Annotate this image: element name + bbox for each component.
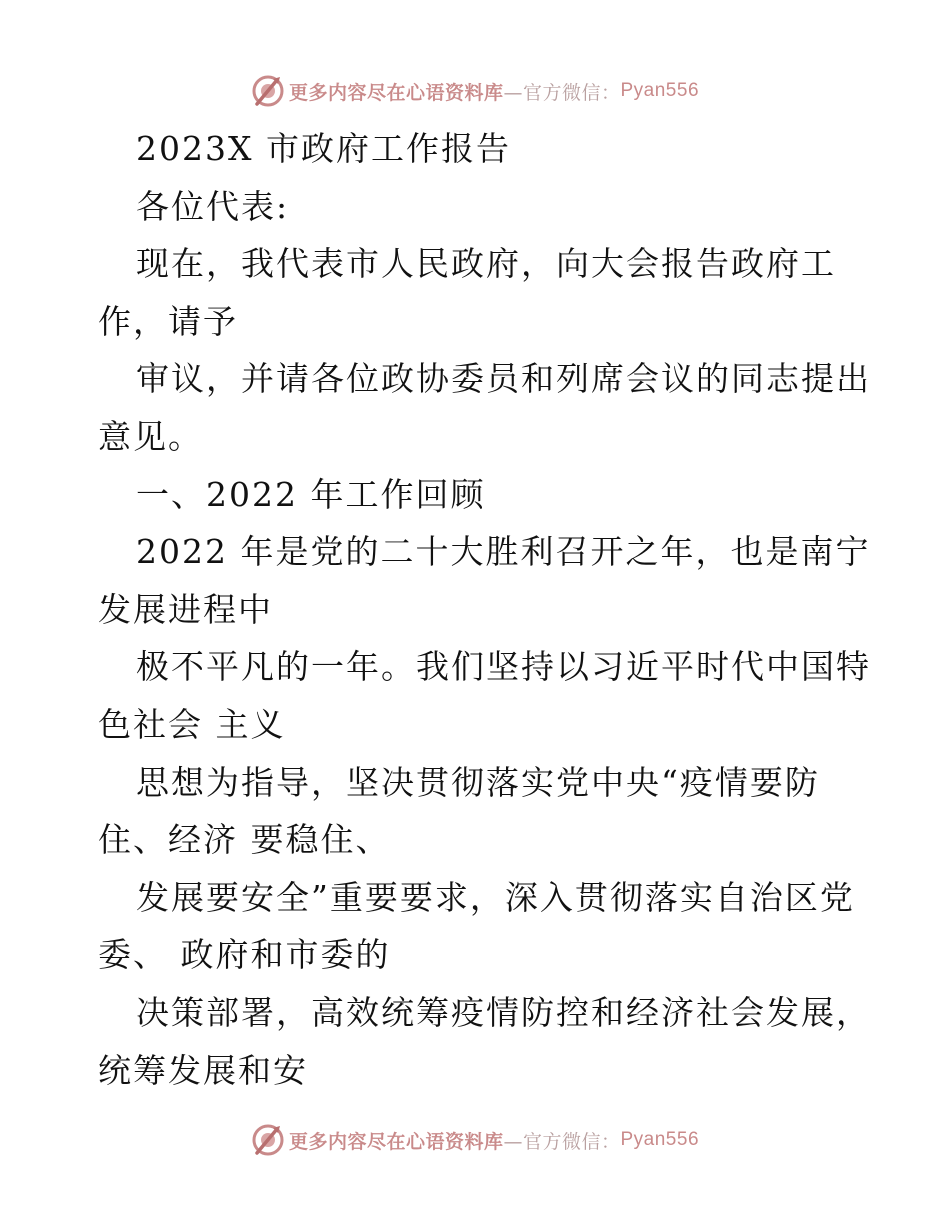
paragraph-line: 现在，我代表市人民政府，向大会报告政府工 [136,244,836,284]
section-heading: 一、2022 年工作回顾 [136,474,486,514]
watermark-sub-text: —官方微信： [503,81,621,104]
pen-logo-icon [251,74,285,108]
header-watermark [0,71,950,111]
paragraph-line: 发展要安全”重要要求，深入贯彻落实自治区党 [136,877,855,917]
salutation: 各位代表: [136,186,290,226]
paragraph-line: 作，请予 [98,301,238,341]
paragraph-line: 极不平凡的一年。我们坚持以习近平时代中国特 [136,647,871,687]
document-body [98,120,878,1099]
footer-watermark [0,1120,950,1160]
watermark-sub-text: —官方微信： [503,1130,621,1153]
watermark-id-text: Pyan556 [620,1129,700,1150]
paragraph-line: 审议，并请各位政协委员和列席会议的同志提出 [136,359,871,399]
document-title: 2023X 市政府工作报告 [136,129,511,168]
paragraph-line: 色社会 主义 [98,704,286,744]
paragraph-line: 统筹发展和安 [98,1050,308,1090]
watermark-id-text: Pyan556 [620,80,700,101]
paragraph-line: 住、经济 要稳住、 [98,820,391,860]
watermark-main-text: 更多内容尽在心语资料库 [288,81,504,104]
paragraph-line: 意见。 [98,416,203,456]
watermark-main-text: 更多内容尽在心语资料库 [288,1130,504,1153]
paragraph-line: 委、 政府和市委的 [98,935,391,975]
pen-logo-icon [251,1123,285,1157]
paragraph-line: 思想为指导，坚决贯彻落实党中央“疫情要防 [136,762,820,802]
paragraph-line: 2022 年是党的二十大胜利召开之年，也是南宁 [136,532,871,572]
paragraph-line: 决策部署，高效统筹疫情防控和经济社会发展， [136,992,871,1032]
paragraph-line: 发展进程中 [98,589,273,629]
